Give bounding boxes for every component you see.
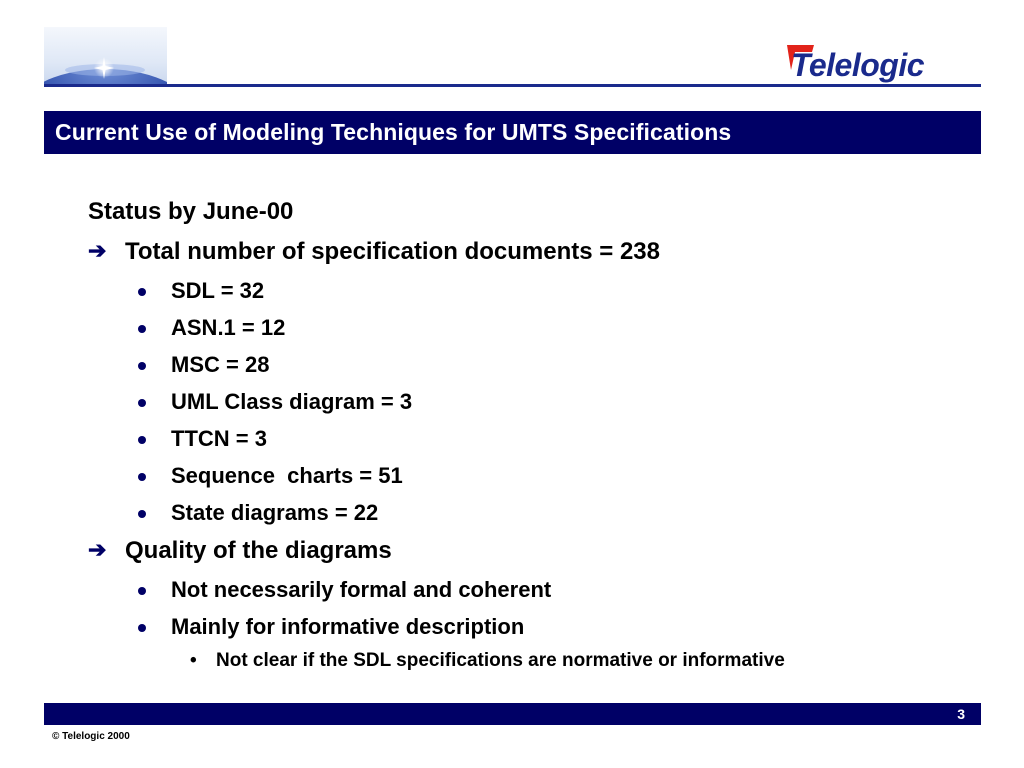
brand-name: Telelogic bbox=[791, 47, 925, 83]
title-bar bbox=[44, 111, 981, 154]
list-item-label: Sequence charts = 51 bbox=[171, 463, 403, 488]
list-item-label: Not necessarily formal and coherent bbox=[171, 577, 552, 602]
bullet-dot-icon bbox=[138, 473, 146, 481]
header-rule bbox=[44, 84, 981, 87]
bullet-dot-icon bbox=[138, 362, 146, 370]
bullet-dot-icon bbox=[138, 587, 146, 595]
status-heading: Status by June-00 bbox=[88, 198, 294, 225]
arrow-right-icon: ➔ bbox=[88, 238, 107, 263]
footer-bar bbox=[44, 703, 981, 725]
bullet-icon: • bbox=[190, 650, 197, 671]
list-item-label: SDL = 32 bbox=[171, 278, 265, 303]
telelogic-logo bbox=[786, 42, 982, 82]
page-number: 3 bbox=[957, 706, 965, 722]
list-item-label: UML Class diagram = 3 bbox=[171, 389, 413, 414]
section-label: Quality of the diagrams bbox=[125, 537, 392, 564]
list-item-label: ASN.1 = 12 bbox=[171, 315, 286, 340]
list-item-label: State diagrams = 22 bbox=[171, 500, 379, 525]
bullet-dot-icon bbox=[138, 436, 146, 444]
list-item-label: TTCN = 3 bbox=[171, 426, 267, 451]
bullet-dot-icon bbox=[138, 325, 146, 333]
sub-list-item-label: Not clear if the SDL specifications are normative or informative bbox=[216, 650, 785, 671]
bullet-dot-icon bbox=[138, 510, 146, 518]
section-label: Total number of specification documents = 238 bbox=[125, 238, 660, 265]
corner-globe-logo bbox=[44, 27, 167, 86]
bullet-dot-icon bbox=[138, 288, 146, 296]
bullet-dot-icon bbox=[138, 399, 146, 407]
slide-title: Current Use of Modeling Techniques for UMTS Specifications bbox=[55, 119, 732, 145]
bullet-dot-icon bbox=[138, 624, 146, 632]
arrow-right-icon: ➔ bbox=[88, 537, 107, 562]
list-item-label: MSC = 28 bbox=[171, 352, 270, 377]
copyright-notice: © Telelogic 2000 bbox=[52, 731, 130, 742]
list-item-label: Mainly for informative description bbox=[171, 614, 525, 639]
